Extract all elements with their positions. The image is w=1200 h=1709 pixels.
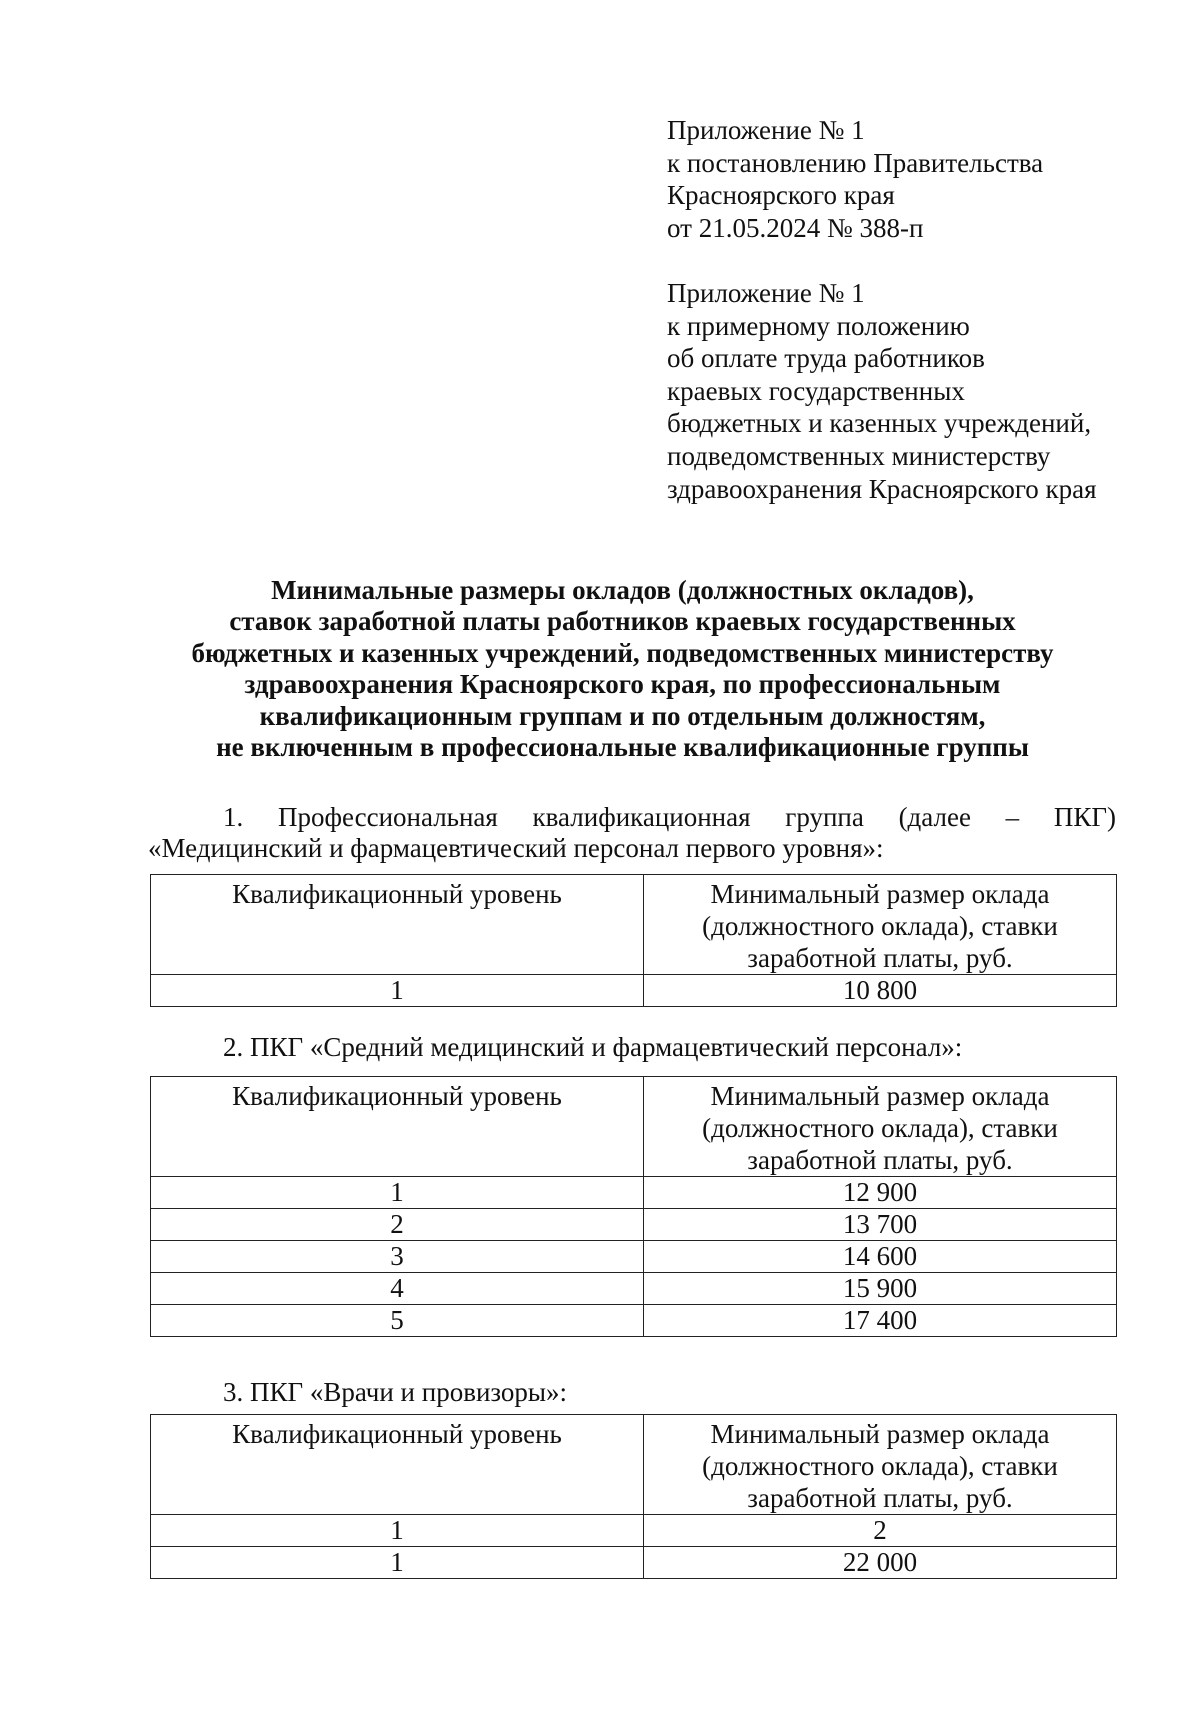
appendix-line: здравоохранения Красноярского края <box>667 473 1097 504</box>
table-row <box>151 1209 1117 1241</box>
appendix-line: к примерному положению <box>667 310 970 341</box>
appendix-line: от 21.05.2024 № 388-п <box>667 212 924 243</box>
salary-header-line: заработной платы, руб. <box>747 1483 1013 1513</box>
intro-word: (далее <box>898 802 971 832</box>
salary-cell: 22 000 <box>644 1547 1117 1579</box>
table-header-row <box>151 1077 1117 1177</box>
title-line: бюджетных и казенных учреждений, подведомственных министерству <box>191 637 1054 668</box>
salary-table-3 <box>150 1414 1117 1579</box>
intro-word: группа <box>785 802 864 832</box>
level-cell: 3 <box>151 1241 644 1273</box>
section-1-intro-line2: «Медицинский и фармацевтический персонал первого уровня»: <box>148 833 884 863</box>
salary-header-line: (должностного оклада), ставки <box>702 911 1058 941</box>
salary-header-line: Минимальный размер оклада <box>710 1419 1050 1449</box>
salary-header-line: (должностного оклада), ставки <box>702 1113 1058 1143</box>
level-cell: 2 <box>151 1209 644 1241</box>
table-header-row <box>151 875 1117 975</box>
appendix-line: бюджетных и казенных учреждений, <box>667 408 1092 439</box>
level-cell: 1 <box>151 1547 644 1579</box>
level-cell: 1 <box>151 1515 644 1547</box>
intro-word: Профессиональная <box>277 802 498 832</box>
salary-cell: 10 800 <box>644 975 1117 1007</box>
appendix-pay-regulation <box>667 277 1167 505</box>
salary-cell: 14 600 <box>644 1241 1117 1273</box>
salary-header-line: заработной платы, руб. <box>747 943 1013 973</box>
salary-cell: 13 700 <box>644 1209 1117 1241</box>
salary-column-header <box>644 1077 1117 1177</box>
appendix-gov-resolution <box>667 114 1167 244</box>
section-3-intro: 3. ПКГ «Врачи и провизоры»: <box>223 1377 568 1407</box>
appendix-line: об оплате труда работников <box>667 343 985 374</box>
table-row <box>151 1547 1117 1579</box>
intro-word: – <box>1005 802 1020 832</box>
appendix-line: Красноярского края <box>667 180 895 211</box>
table-row <box>151 1305 1117 1337</box>
appendix-line: Приложение № 1 <box>667 278 865 308</box>
table-row <box>151 1241 1117 1273</box>
title-line: квалификационным группам и по отдельным должностям, <box>259 700 986 731</box>
appendix-line: подведомственных министерству <box>667 440 1051 471</box>
title-line: ставок заработной платы работников краевых государственных <box>229 606 1016 637</box>
intro-word: квалификационная <box>532 802 751 832</box>
intro-word: ПКГ) <box>1053 802 1116 832</box>
table-row <box>151 1273 1117 1305</box>
level-cell: 1 <box>151 1177 644 1209</box>
section-2-intro: 2. ПКГ «Средний медицинский и фармацевтический персонал»: <box>223 1032 963 1062</box>
salary-column-header <box>644 875 1117 975</box>
title-line: здравоохранения Красноярского края, по профессиональным <box>244 669 1001 700</box>
appendix-line: к постановлению Правительства <box>667 147 1044 178</box>
salary-header-line: Минимальный размер оклада <box>710 879 1050 909</box>
level-column-header: Квалификационный уровень <box>151 875 644 975</box>
level-cell: 5 <box>151 1305 644 1337</box>
table-header-row <box>151 1415 1117 1515</box>
level-column-header: Квалификационный уровень <box>151 1077 644 1177</box>
level-cell: 4 <box>151 1273 644 1305</box>
table-row <box>151 1177 1117 1209</box>
salary-cell: 2 <box>644 1515 1117 1547</box>
salary-table-2 <box>150 1076 1117 1337</box>
table-row <box>151 975 1117 1007</box>
intro-word: 1. <box>223 802 244 832</box>
salary-column-header <box>644 1415 1117 1515</box>
salary-cell: 15 900 <box>644 1273 1117 1305</box>
title-line: не включенным в профессиональные квалификационные группы <box>216 732 1029 763</box>
section-1-intro-line1 <box>148 802 1116 833</box>
salary-table-1 <box>150 874 1117 1007</box>
table-row <box>151 1515 1117 1547</box>
document-title <box>140 575 1105 763</box>
salary-header-line: Минимальный размер оклада <box>710 1081 1050 1111</box>
salary-cell: 17 400 <box>644 1305 1117 1337</box>
salary-header-line: (должностного оклада), ставки <box>702 1451 1058 1481</box>
salary-cell: 12 900 <box>644 1177 1117 1209</box>
level-cell: 1 <box>151 975 644 1007</box>
level-column-header: Квалификационный уровень <box>151 1415 644 1515</box>
salary-header-line: заработной платы, руб. <box>747 1145 1013 1175</box>
appendix-line: Приложение № 1 <box>667 115 865 145</box>
title-line: Минимальные размеры окладов (должностных окладов), <box>271 575 974 605</box>
appendix-line: краевых государственных <box>667 375 965 406</box>
section-1-intro <box>148 802 1116 864</box>
